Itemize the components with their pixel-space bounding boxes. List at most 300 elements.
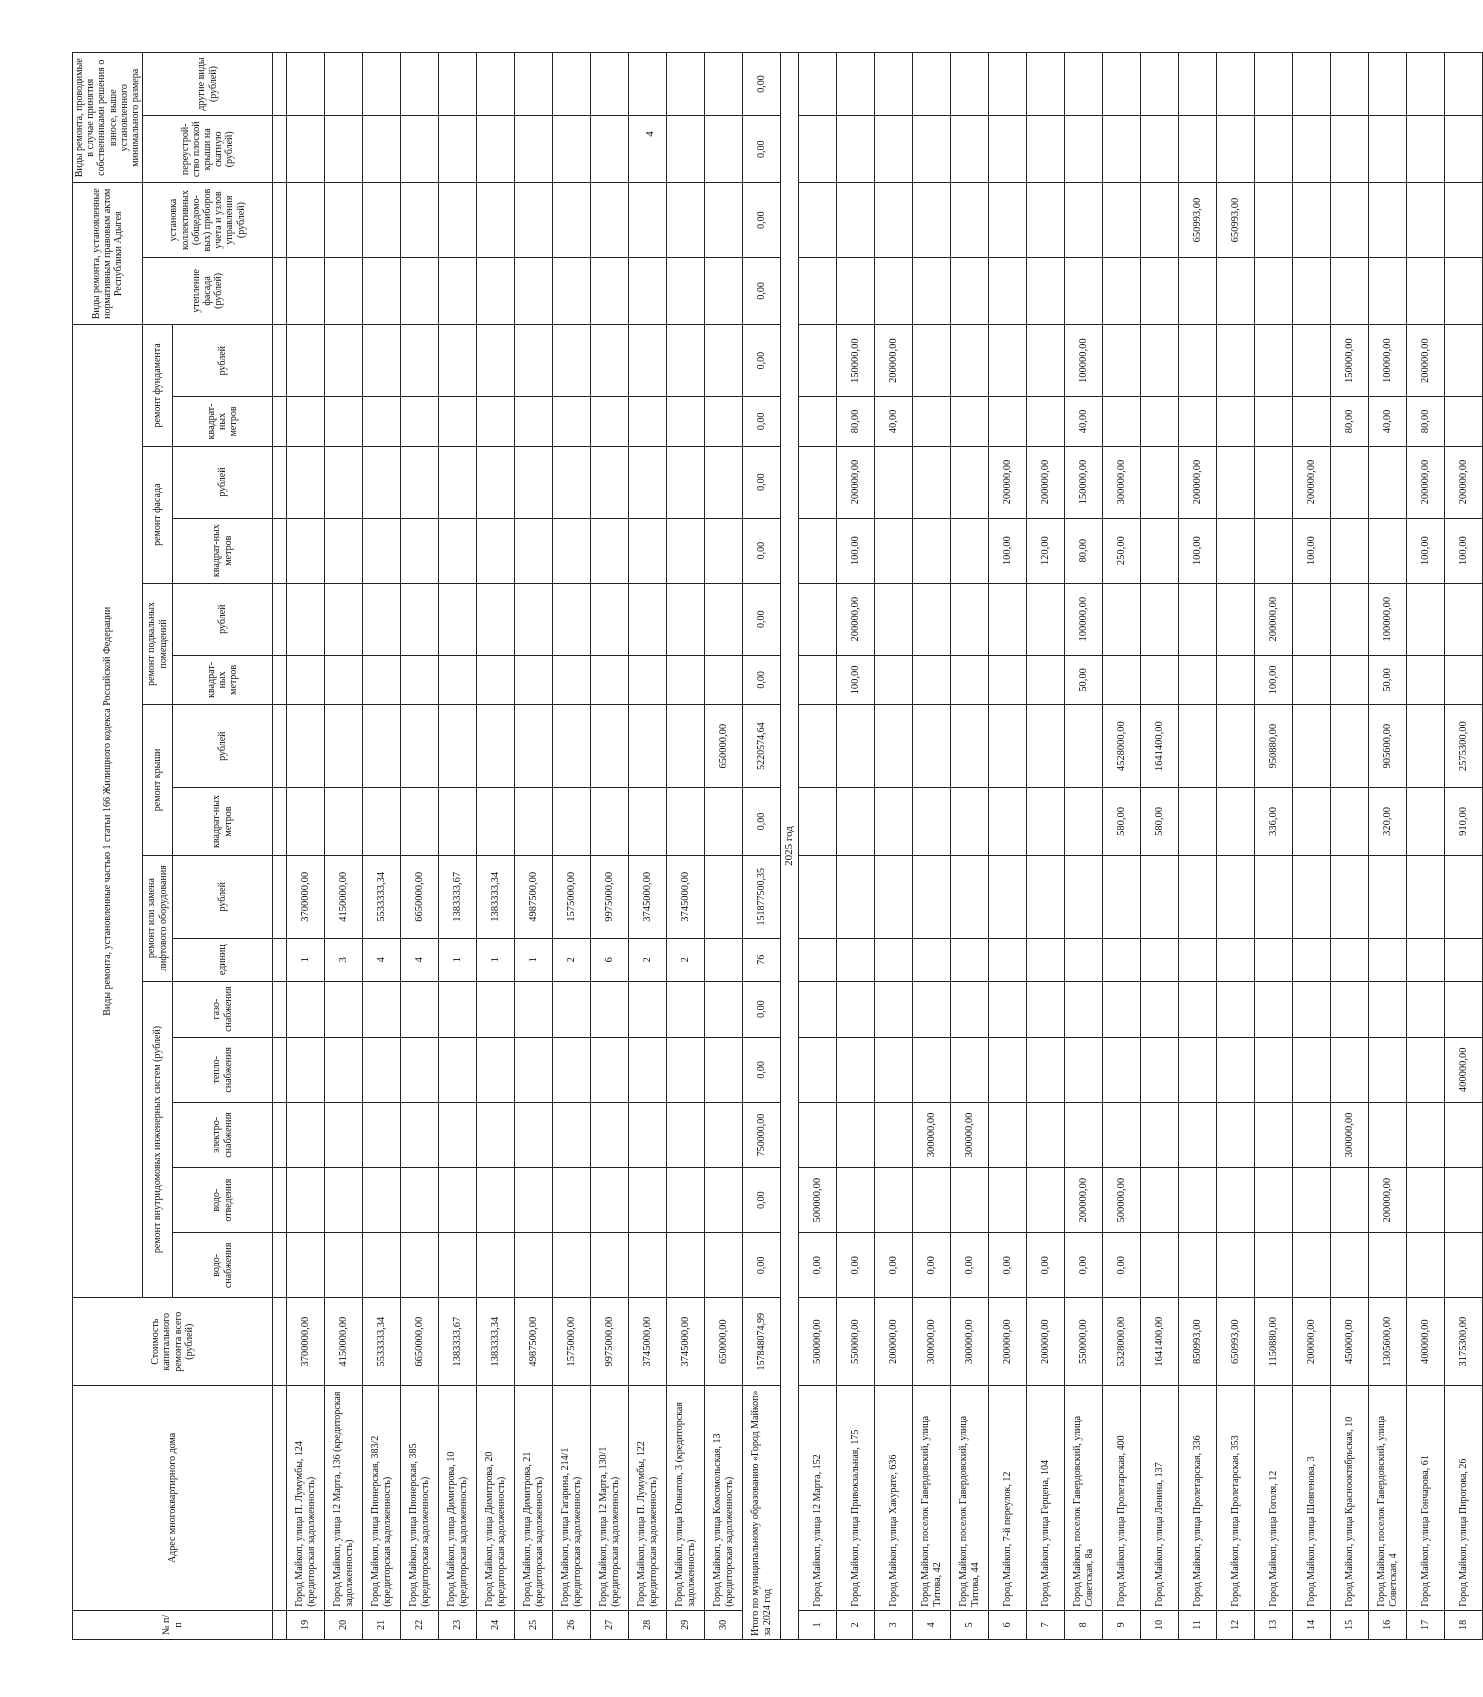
- cell-gs: [1103, 981, 1141, 1037]
- cell-fnd-m: [1027, 397, 1065, 446]
- cell-fnd-r: [1179, 325, 1217, 397]
- column-number: [273, 705, 287, 788]
- cell-other: [1179, 53, 1217, 116]
- cell-roofc: [799, 116, 837, 183]
- header-gas: газо-снабжения: [173, 981, 273, 1037]
- cell-roof-r: [477, 705, 515, 788]
- header-elevator: ремонт или замена лифтового оборудования: [143, 855, 173, 981]
- cell-gs: [1331, 981, 1369, 1037]
- cell-fnd-m: [363, 397, 401, 446]
- cell-wd: [1445, 1168, 1483, 1233]
- cell-addr: Город Майкоп, улица Пролетарская, 336: [1179, 1386, 1217, 1611]
- column-number: [273, 116, 287, 183]
- cell-roof-r: [401, 705, 439, 788]
- column-number: [273, 1102, 287, 1167]
- cell-wd: [1407, 1168, 1445, 1233]
- cell-roof-m: [325, 788, 363, 855]
- cell-meters: [1445, 183, 1483, 257]
- cell-ws: 0,00: [1027, 1233, 1065, 1298]
- cell-bas-m: [553, 655, 591, 704]
- header-meters: установка коллективных (общедомо-вых) приборов учета и узлов управления (рублей): [143, 183, 273, 257]
- cell-cost: 4150000,00: [325, 1298, 363, 1386]
- header-group-federal: Виды ремонта, установленные частью 1 статьи 166 Жилищного кодекса Российской Федерации: [73, 325, 143, 1298]
- cell-roofc: [1445, 116, 1483, 183]
- cell-elev-r: [1331, 855, 1369, 938]
- cell-cost: 650993,00: [1217, 1298, 1255, 1386]
- cell-bas-r: [951, 583, 989, 655]
- cell-el: [1027, 1102, 1065, 1167]
- cell-n: 4: [913, 1610, 951, 1639]
- cell-el: [1407, 1102, 1445, 1167]
- cell-roof-r: 2575300,00: [1445, 705, 1483, 788]
- total-elev-r: 151877500,35: [743, 855, 781, 938]
- table-row: [591, 53, 629, 1640]
- cell-el: [1293, 1102, 1331, 1167]
- cell-roof-m: 336,00: [1255, 788, 1293, 855]
- cell-addr: Город Майкоп, поселок Гавердовский, улица Советская, 4: [1369, 1386, 1407, 1611]
- cell-ht: [1217, 1037, 1255, 1102]
- column-number: [273, 518, 287, 583]
- cell-ht: [363, 1037, 401, 1102]
- cell-warm: [913, 257, 951, 324]
- cell-ws: [477, 1233, 515, 1298]
- cell-fac-r: 150000,00: [1065, 446, 1103, 518]
- cell-fac-m: 100,00: [1407, 518, 1445, 583]
- header-facade-sqm: квадрат-ных метров: [173, 518, 273, 583]
- cell-elev-r: [1027, 855, 1065, 938]
- cell-warm: [325, 257, 363, 324]
- cell-cost: 3745000,00: [629, 1298, 667, 1386]
- cell-roofc: [553, 116, 591, 183]
- cell-fnd-m: [1445, 397, 1483, 446]
- cell-roofc: [1293, 116, 1331, 183]
- cell-bas-r: 100000,00: [1369, 583, 1407, 655]
- cell-ht: [591, 1037, 629, 1102]
- cell-warm: [951, 257, 989, 324]
- cell-other: [1445, 53, 1483, 116]
- cell-el: [837, 1102, 875, 1167]
- cell-wd: [553, 1168, 591, 1233]
- cell-n: 7: [1027, 1610, 1065, 1639]
- cell-fnd-m: [1103, 397, 1141, 446]
- cell-gs: [325, 981, 363, 1037]
- total-label: Итого по муниципальному образованию «Город Майкоп» за 2024 год: [743, 1386, 781, 1640]
- cell-n: 3: [875, 1610, 913, 1639]
- cell-ws: [1179, 1233, 1217, 1298]
- cell-n: 17: [1407, 1610, 1445, 1639]
- cell-bas-m: [1179, 655, 1217, 704]
- cell-ht: [401, 1037, 439, 1102]
- cell-bas-r: [799, 583, 837, 655]
- cell-fnd-m: [477, 397, 515, 446]
- cell-roofc: [1103, 116, 1141, 183]
- cell-wd: [477, 1168, 515, 1233]
- cell-fac-r: [553, 446, 591, 518]
- cell-gs: [837, 981, 875, 1037]
- cell-meters: [325, 183, 363, 257]
- cell-elev-u: 2: [553, 938, 591, 981]
- cell-fac-m: [799, 518, 837, 583]
- cell-fac-r: [1369, 446, 1407, 518]
- header-roof: ремонт крыши: [143, 705, 173, 856]
- cell-fac-m: [705, 518, 743, 583]
- cell-fnd-m: [1217, 397, 1255, 446]
- cell-el: [325, 1102, 363, 1167]
- cell-cost: 5328000,00: [1103, 1298, 1141, 1386]
- cell-fnd-r: [287, 325, 325, 397]
- cell-bas-m: [951, 655, 989, 704]
- cell-warm: [553, 257, 591, 324]
- cell-fnd-m: [1141, 397, 1179, 446]
- cell-roof-r: [875, 705, 913, 788]
- cell-el: [629, 1102, 667, 1167]
- cell-elev-r: 3745000,00: [629, 855, 667, 938]
- cell-roof-r: [553, 705, 591, 788]
- cell-roof-r: [1027, 705, 1065, 788]
- cell-roof-m: [989, 788, 1027, 855]
- cell-elev-u: 1: [515, 938, 553, 981]
- cell-other: [951, 53, 989, 116]
- cell-wd: [837, 1168, 875, 1233]
- cell-cost: 9975000,00: [591, 1298, 629, 1386]
- cell-other: [439, 53, 477, 116]
- cell-n: 1: [799, 1610, 837, 1639]
- cell-fnd-m: 40,00: [1065, 397, 1103, 446]
- table-row: [667, 53, 705, 1640]
- cell-el: [1445, 1102, 1483, 1167]
- cell-ws: [629, 1233, 667, 1298]
- cell-wd: 500000,00: [799, 1168, 837, 1233]
- cell-ws: [1445, 1233, 1483, 1298]
- table-row: [325, 53, 363, 1640]
- cell-fnd-r: [1445, 325, 1483, 397]
- cell-fnd-m: [799, 397, 837, 446]
- cell-gs: [1293, 981, 1331, 1037]
- cell-ws: [1217, 1233, 1255, 1298]
- cell-roof-r: 1641400,00: [1141, 705, 1179, 788]
- cell-fac-m: [477, 518, 515, 583]
- cell-ht: [1255, 1037, 1293, 1102]
- cell-elev-u: [1103, 938, 1141, 981]
- cell-addr: Город Майкоп, улица П. Лумумбы, 124 (кредиторская задолженность): [287, 1386, 325, 1611]
- cell-wd: [401, 1168, 439, 1233]
- cell-wd: [705, 1168, 743, 1233]
- cell-warm: [477, 257, 515, 324]
- cell-fac-m: [591, 518, 629, 583]
- cell-n: 14: [1293, 1610, 1331, 1639]
- cell-ws: 0,00: [913, 1233, 951, 1298]
- cell-n: 8: [1065, 1610, 1103, 1639]
- cell-roof-r: [1179, 705, 1217, 788]
- cell-other: [1255, 53, 1293, 116]
- column-number: [273, 446, 287, 518]
- cell-fnd-r: [553, 325, 591, 397]
- cell-roof-m: [1331, 788, 1369, 855]
- cell-fac-r: 200000,00: [1293, 446, 1331, 518]
- table-row: [705, 53, 743, 1640]
- total-row-2024: [743, 53, 781, 1640]
- year-label: 2025 год: [781, 53, 799, 1640]
- cell-ws: [287, 1233, 325, 1298]
- cell-ws: [1369, 1233, 1407, 1298]
- cell-gs: [363, 981, 401, 1037]
- cell-ht: [667, 1037, 705, 1102]
- header-heat: тепло-снабжения: [173, 1037, 273, 1102]
- cell-fnd-r: [951, 325, 989, 397]
- cell-bas-r: 100000,00: [1065, 583, 1103, 655]
- cell-fac-m: [913, 518, 951, 583]
- cell-bas-r: [515, 583, 553, 655]
- cell-addr: Город Майкоп, улица П. Лумумбы, 122 (кредиторская задолженность): [629, 1386, 667, 1611]
- header-electricity: электро-снабжения: [173, 1102, 273, 1167]
- cell-warm: [1065, 257, 1103, 324]
- cell-warm: [401, 257, 439, 324]
- cell-gs: [989, 981, 1027, 1037]
- cell-elev-r: [913, 855, 951, 938]
- cell-fac-m: 100,00: [989, 518, 1027, 583]
- cell-fnd-m: 80,00: [837, 397, 875, 446]
- table-row: [875, 53, 913, 1640]
- cell-roof-m: [667, 788, 705, 855]
- cell-el: [875, 1102, 913, 1167]
- table-row: [1293, 53, 1331, 1640]
- cell-cost: 500000,00: [799, 1298, 837, 1386]
- cell-n: 12: [1217, 1610, 1255, 1639]
- cell-fnd-m: [1255, 397, 1293, 446]
- cell-warm: [989, 257, 1027, 324]
- cell-gs: [1369, 981, 1407, 1037]
- cell-wd: [363, 1168, 401, 1233]
- total-other: 0,00: [743, 53, 781, 116]
- cell-fnd-m: [553, 397, 591, 446]
- cell-fac-m: 80,00: [1065, 518, 1103, 583]
- cell-fnd-r: [477, 325, 515, 397]
- cell-ht: [875, 1037, 913, 1102]
- cell-wd: [1141, 1168, 1179, 1233]
- cell-roof-r: [1331, 705, 1369, 788]
- cell-warm: [515, 257, 553, 324]
- cell-ht: [913, 1037, 951, 1102]
- header-foundation-rubles: рублей: [173, 325, 273, 397]
- cell-fac-r: [629, 446, 667, 518]
- cell-roof-r: [667, 705, 705, 788]
- cell-bas-m: [591, 655, 629, 704]
- cell-wd: [287, 1168, 325, 1233]
- cell-ht: [1065, 1037, 1103, 1102]
- cell-roof-r: 4528000,00: [1103, 705, 1141, 788]
- cell-elev-r: 4150000,00: [325, 855, 363, 938]
- cell-roof-m: [1217, 788, 1255, 855]
- cell-roof-m: [1027, 788, 1065, 855]
- cell-roofc: [1027, 116, 1065, 183]
- cell-el: [1103, 1102, 1141, 1167]
- table-row: [1407, 53, 1445, 1640]
- cell-roof-m: [477, 788, 515, 855]
- cell-roofc: [439, 116, 477, 183]
- cell-bas-m: [1445, 655, 1483, 704]
- cell-fnd-m: [629, 397, 667, 446]
- cell-roofc: [477, 116, 515, 183]
- cell-roof-r: [629, 705, 667, 788]
- column-number: [273, 1298, 287, 1386]
- cell-elev-u: 2: [629, 938, 667, 981]
- cell-bas-r: [591, 583, 629, 655]
- cell-fnd-r: [591, 325, 629, 397]
- cell-fac-m: [287, 518, 325, 583]
- cell-gs: [553, 981, 591, 1037]
- table-row: [1217, 53, 1255, 1640]
- cell-bas-m: [875, 655, 913, 704]
- column-number: [273, 1386, 287, 1611]
- table-row: [913, 53, 951, 1640]
- cell-elev-r: [1179, 855, 1217, 938]
- cell-warm: [1217, 257, 1255, 324]
- cell-roofc: [1141, 116, 1179, 183]
- cell-ws: [439, 1233, 477, 1298]
- cell-meters: [913, 183, 951, 257]
- cell-el: 300000,00: [951, 1102, 989, 1167]
- cell-n: 10: [1141, 1610, 1179, 1639]
- cell-warm: [1407, 257, 1445, 324]
- cell-ht: [439, 1037, 477, 1102]
- table-row: [629, 53, 667, 1640]
- cell-cost: 6650000,00: [401, 1298, 439, 1386]
- cell-roofc: [591, 116, 629, 183]
- cell-bas-m: [363, 655, 401, 704]
- cell-fnd-m: [989, 397, 1027, 446]
- cell-bas-r: 200000,00: [1255, 583, 1293, 655]
- cell-addr: Город Майкоп, улица Димитрова, 21 (кредиторская задолженность): [515, 1386, 553, 1611]
- cell-meters: [667, 183, 705, 257]
- cell-bas-r: [1141, 583, 1179, 655]
- cell-bas-m: [515, 655, 553, 704]
- cell-fnd-r: 150000,00: [1331, 325, 1369, 397]
- cell-ht: 400000,00: [1445, 1037, 1483, 1102]
- cell-other: [875, 53, 913, 116]
- cell-ht: [325, 1037, 363, 1102]
- cell-fac-r: [1255, 446, 1293, 518]
- total-roof-m: 0,00: [743, 788, 781, 855]
- cell-fac-r: [1141, 446, 1179, 518]
- cell-meters: [1027, 183, 1065, 257]
- cell-el: [667, 1102, 705, 1167]
- cell-meters: [439, 183, 477, 257]
- cell-other: [1369, 53, 1407, 116]
- cell-ht: [1027, 1037, 1065, 1102]
- cell-meters: 650993,00: [1179, 183, 1217, 257]
- cell-meters: [705, 183, 743, 257]
- cell-fac-r: 200000,00: [1407, 446, 1445, 518]
- cell-gs: [951, 981, 989, 1037]
- cell-fac-r: [477, 446, 515, 518]
- cell-other: [1065, 53, 1103, 116]
- cell-roofc: [401, 116, 439, 183]
- cell-bas-r: [553, 583, 591, 655]
- cell-roof-r: [1293, 705, 1331, 788]
- header-water-supply: водо-снабжения: [173, 1233, 273, 1298]
- cell-warm: [1103, 257, 1141, 324]
- cell-other: [837, 53, 875, 116]
- cell-wd: [1255, 1168, 1293, 1233]
- cell-bas-m: [1141, 655, 1179, 704]
- cell-roofc: [989, 116, 1027, 183]
- cell-ht: [989, 1037, 1027, 1102]
- header-basement-rubles: рублей: [173, 583, 273, 655]
- cell-roof-m: [951, 788, 989, 855]
- cell-bas-m: [1103, 655, 1141, 704]
- cell-n: 22: [401, 1610, 439, 1639]
- cell-cost: 5533333,34: [363, 1298, 401, 1386]
- cell-ws: 0,00: [875, 1233, 913, 1298]
- cell-other: [1407, 53, 1445, 116]
- cell-fnd-r: [1293, 325, 1331, 397]
- cell-meters: [1331, 183, 1369, 257]
- cell-bas-r: [477, 583, 515, 655]
- cell-other: [477, 53, 515, 116]
- total-wd: 0,00: [743, 1168, 781, 1233]
- cell-warm: [1179, 257, 1217, 324]
- cell-fnd-r: [1255, 325, 1293, 397]
- cell-fac-r: [875, 446, 913, 518]
- header-other: другие виды (рублей): [143, 53, 273, 116]
- cell-roofc: [363, 116, 401, 183]
- cell-ht: [1407, 1037, 1445, 1102]
- cell-fac-r: [363, 446, 401, 518]
- cell-warm: [287, 257, 325, 324]
- cell-elev-r: [1293, 855, 1331, 938]
- cell-elev-r: [1445, 855, 1483, 938]
- cell-gs: [439, 981, 477, 1037]
- cell-elev-u: 3: [325, 938, 363, 981]
- cell-fnd-m: [913, 397, 951, 446]
- cell-bas-m: [1217, 655, 1255, 704]
- cell-warm: [1141, 257, 1179, 324]
- cell-other: [629, 53, 667, 116]
- cell-ht: [799, 1037, 837, 1102]
- cell-fnd-m: [515, 397, 553, 446]
- cell-cost: 200000,00: [1293, 1298, 1331, 1386]
- cell-bas-r: [1103, 583, 1141, 655]
- cell-bas-m: 50,00: [1369, 655, 1407, 704]
- cell-roof-m: [799, 788, 837, 855]
- cell-fnd-r: 100000,00: [1065, 325, 1103, 397]
- cell-cost: 3175300,00: [1445, 1298, 1483, 1386]
- cell-roof-r: [1065, 705, 1103, 788]
- cell-bas-m: [1331, 655, 1369, 704]
- cell-ws: [1293, 1233, 1331, 1298]
- cell-elev-r: [1065, 855, 1103, 938]
- cell-other: [1331, 53, 1369, 116]
- cell-fnd-r: [1217, 325, 1255, 397]
- cell-roofc: [913, 116, 951, 183]
- cell-fnd-m: 40,00: [875, 397, 913, 446]
- cell-roof-r: 650000,00: [705, 705, 743, 788]
- cell-roof-r: [1407, 705, 1445, 788]
- cell-other: [667, 53, 705, 116]
- cell-wd: [629, 1168, 667, 1233]
- header-group-regional: Виды ремонта, установленные нормативным правовым актом Республики Адыгея: [73, 183, 143, 325]
- cell-addr: Город Майкоп, улица 12 Марта, 130/1 (кредиторская задолженность): [591, 1386, 629, 1611]
- cell-warm: [1027, 257, 1065, 324]
- cell-addr: Город Майкоп, улица Юннатов, 3 (кредиторская задолженность): [667, 1386, 705, 1611]
- cell-meters: [1407, 183, 1445, 257]
- column-number: [273, 325, 287, 397]
- cell-fac-r: [667, 446, 705, 518]
- cell-cost: 3745000,00: [667, 1298, 705, 1386]
- cell-warm: [363, 257, 401, 324]
- cell-n: 16: [1369, 1610, 1407, 1639]
- cell-warm: [1331, 257, 1369, 324]
